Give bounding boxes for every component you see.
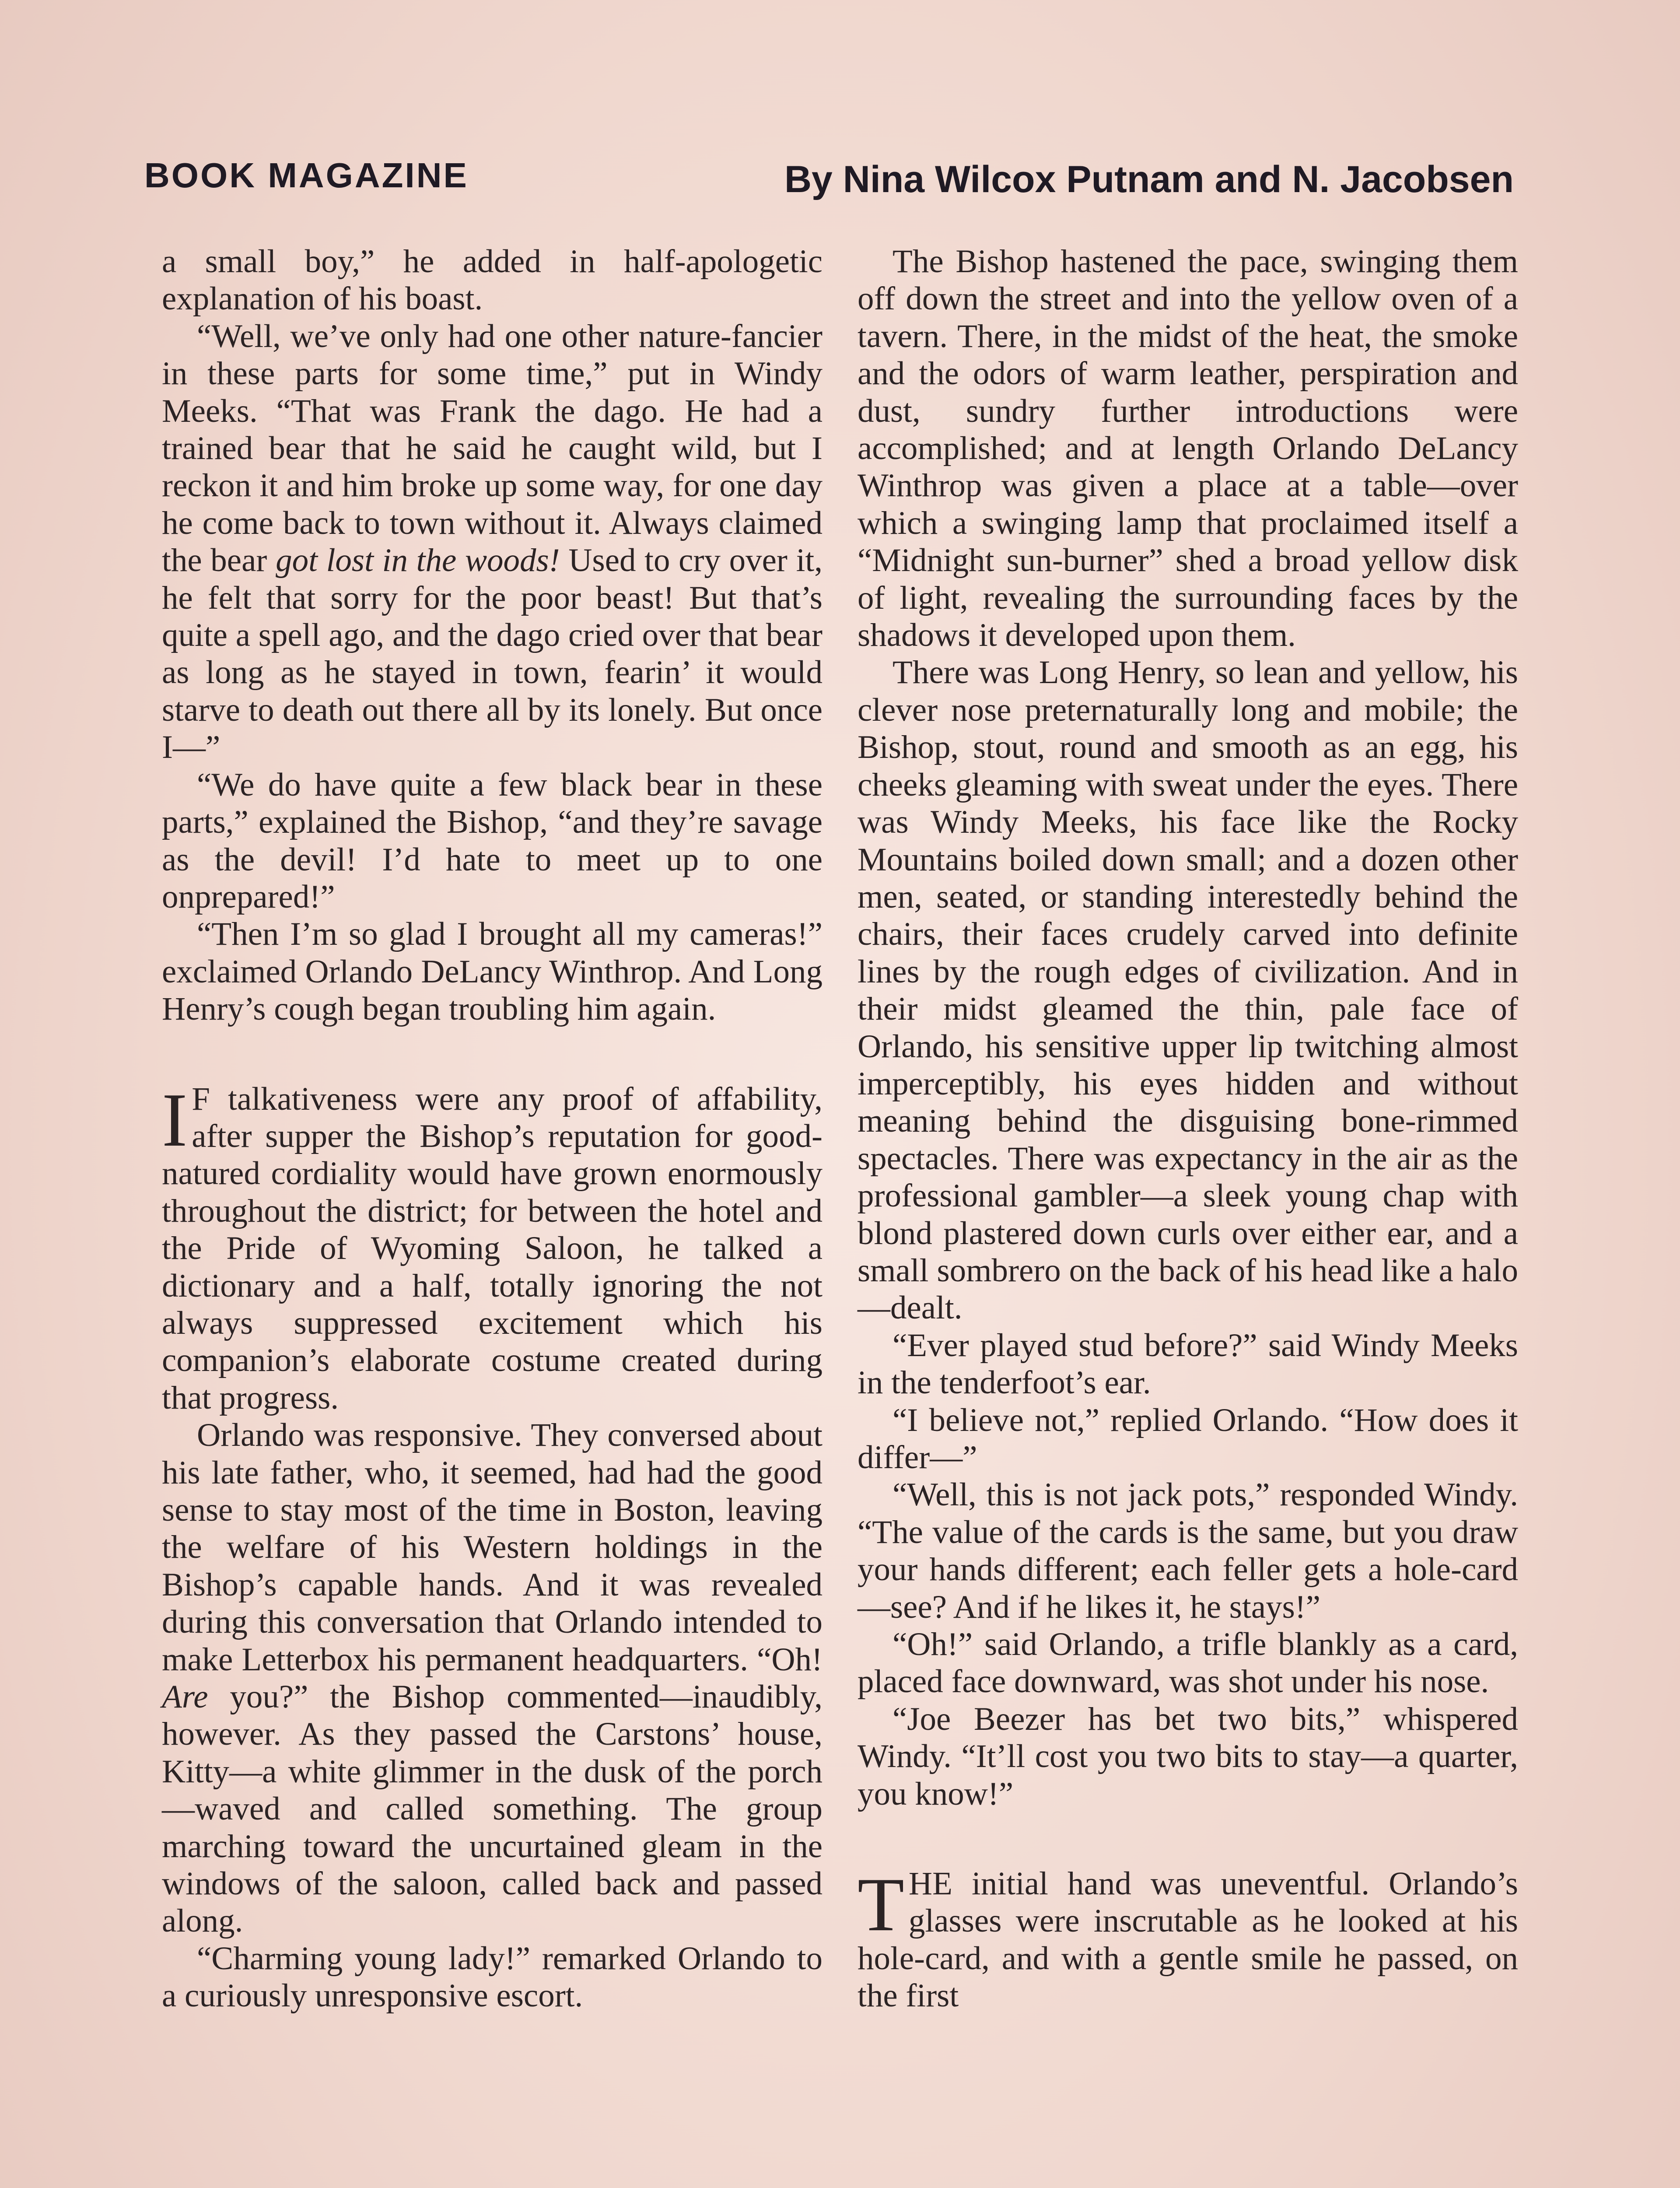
paragraph: a small boy,” he added in half-apologetic explanation of his boast. [162,243,822,317]
paragraph: “Charming young lady!” remarked Orlando to a curiously unresponsive escort. [162,1940,822,2014]
paragraph: “Well, we’ve only had one other nature-fancier in these parts for some time,” put in Windy Meeks. “That was Frank the dago. He had a trained bear that he said he caught wild, but I reckon it and him broke up some way, for one day he come back to town without it. Always claimed the bear got lost in the woods! Used to cry over it, he felt that sorry for the poor beast! But that’s quite a spell ago, and the dago cried over that bear as long as he stayed in town, fearin’ it would starve to death out there all by its lonely. But once I—” [162,318,823,766]
paragraph: “We do have quite a few black bear in these parts,” explained the Bishop, “and they’re savage as the devil! I’d hate to meet up to one onprepared!” [162,766,822,915]
drop-cap: T [858,1862,904,1947]
paragraph: The Bishop hastened the pace, swinging them off down the street and into the yellow oven of a tavern. There, in the midst of the heat, the smoke and the odors of warm leather, perspiration and dust, sundry further introductions were accomplished; and at length Orlando DeLancy Winthrop was given a place at a table—over which a swinging lamp that proclaimed itself a “Midnight sun-burner” shed a broad yellow disk of light, revealing the surrounding faces by the shadows it developed upon them. [858,243,1518,654]
magazine-title: BOOK MAGAZINE [144,156,469,195]
author-byline: By Nina Wilcox Putnam and N. Jacobsen [784,158,1514,200]
text-column-right [858,243,1518,2015]
drop-cap: I [162,1077,188,1162]
running-header [144,151,1514,212]
section-opening-paragraph: I F talkativeness were any proof of affability, after supper the Bishop’s reputation for good-natured cordiality would have grown enormously throughout the district; for between the hotel and the Pride of Wyoming Saloon, he talked a dictionary and a half, totally ignoring the not always suppressed excitement which his companion’s elaborate costume created during that progress. [162,1077,822,1416]
paragraph: “Well, this is not jack pots,” responded Windy. “The value of the cards is the same, but you draw your hands different; each feller gets a hole-card—see? And if he likes it, he stays!” [858,1476,1518,1625]
paragraph: “I believe not,” replied Orlando. “How does it differ—” [858,1402,1518,1476]
paragraph: “Oh!” said Orlando, a trifle blankly as a card, placed face downward, was shot under his nose. [858,1626,1518,1700]
paragraph: There was Long Henry, so lean and yellow, his clever nose preternaturally long and mobile; the Bishop, stout, round and smooth as an egg, his cheeks gleaming with sweat under the eyes. There was Windy Meeks, his face like the Rocky Mountains boiled down small; and a dozen other men, seated, or standing interestedly behind the chairs, their faces crudely carved into definite lines by the rough edges of civilization. And in their midst gleamed the thin, pale face of Orlando, his sensitive upper lip twitching almost imperceptibly, his eyes hidden and without meaning behind the disguising bone-rimmed spectacles. There was expectancy in the air as the professional gambler—a sleek young chap with blond plastered down curls over either ear, and a small sombrero on the back of his head like a halo—dealt. [858,654,1518,1326]
paragraph: “Joe Beezer has bet two bits,” whispered Windy. “It’ll cost you two bits to stay—a quarter, you know!” [858,1701,1518,1812]
italic-phrase: got lost in the woods! [276,542,560,579]
paragraph: “Ever played stud before?” said Windy Meeks in the tenderfoot’s ear. [858,1327,1518,1401]
text-column-left [162,243,822,2015]
italic-phrase: Are [162,1679,208,1715]
paragraph: Orlando was responsive. They conversed about his late father, who, it seemed, had had the good sense to stay most of the time in Boston, leaving the welfare of his Western holdings in the Bishop’s capable hands. And it was revealed during this conversation that Orlando intended to make Letterbox his permanent headquarters. “Oh! Are you?” the Bishop commented—inaudibly, however. As they passed the Carstons’ house, Kitty—a white glimmer in the dusk of the porch—waved and called something. The group marching toward the uncurtained gleam in the windows of the saloon, called back and passed along. [162,1417,823,1939]
section-opening-paragraph: THE initial hand was uneventful. Orlando’s glasses were inscrutable as he looked at his hole-card, and with a gentle smile he passed, on the first [858,1862,1518,2014]
paragraph: “Then I’m so glad I brought all my cameras!” exclaimed Orlando DeLancy Winthrop. And Long Henry’s cough began troubling him again. [162,916,822,1027]
